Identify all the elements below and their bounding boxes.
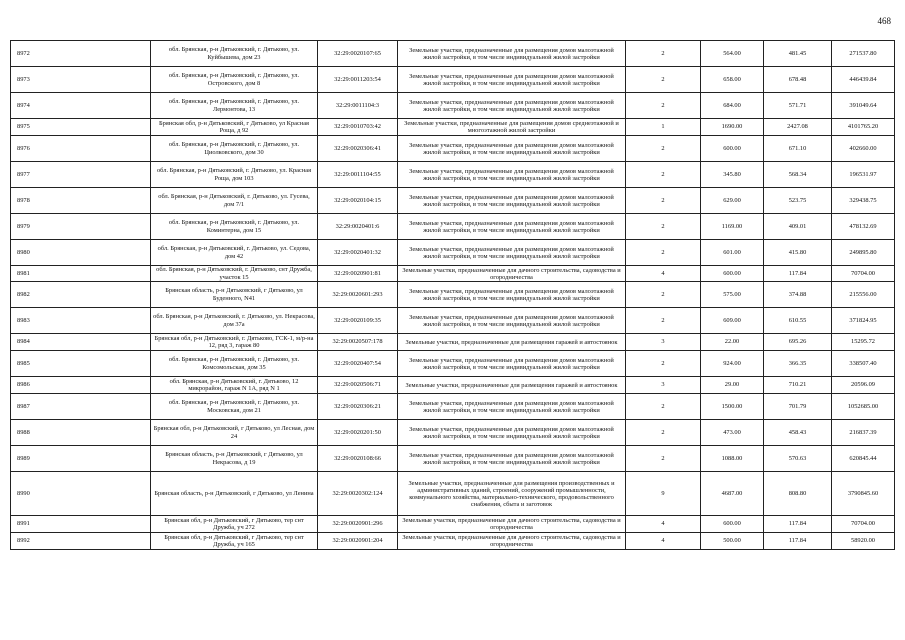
cell-row-number: 8982 <box>11 282 151 308</box>
cell-address: Брянская область, р-н Дятьковский, г Дятьково, ул Буденного, N41 <box>151 282 318 308</box>
cell-address: обл. Брянская, р-н Дятьковский, г. Дятьково, ул. Комсомольская, дом 35 <box>151 351 318 377</box>
cell-area: 29.00 <box>701 377 764 394</box>
cell-purpose-group: 4 <box>626 516 701 533</box>
cell-area: 345.80 <box>701 162 764 188</box>
cell-specific-value: 808.80 <box>764 472 832 516</box>
cell-cadastral-value: 196531.97 <box>832 162 895 188</box>
cell-purpose-group: 2 <box>626 282 701 308</box>
cell-cadastral-value: 271537.80 <box>832 41 895 67</box>
cell-cadastral-number: 32:29:0020108:66 <box>318 446 398 472</box>
cell-area: 1500.00 <box>701 394 764 420</box>
cell-cadastral-number: 32:29:0020109:35 <box>318 308 398 334</box>
table-row <box>11 93 895 119</box>
table-row <box>11 308 895 334</box>
cell-area: 500.00 <box>701 533 764 550</box>
cell-area: 684.00 <box>701 93 764 119</box>
cell-address: обл. Брянская, р-н Дятьковский, г. Дятьково, ул. Коминтерна, дом 15 <box>151 214 318 240</box>
table-row <box>11 334 895 351</box>
cell-purpose-group: 2 <box>626 136 701 162</box>
table-row <box>11 67 895 93</box>
cell-specific-value: 117.84 <box>764 533 832 550</box>
cell-cadastral-value: 249895.80 <box>832 240 895 266</box>
cell-row-number: 8972 <box>11 41 151 67</box>
cell-cadastral-value: 216837.39 <box>832 420 895 446</box>
cell-row-number: 8989 <box>11 446 151 472</box>
cell-cadastral-number: 32:29:0020507:178 <box>318 334 398 351</box>
cell-area: 629.00 <box>701 188 764 214</box>
cell-cadastral-value: 329438.75 <box>832 188 895 214</box>
cell-cadastral-value: 338507.40 <box>832 351 895 377</box>
cell-address: Брянская обл, р-н Дятьковский, г Дятьково, тер снт Дружба, уч 272 <box>151 516 318 533</box>
table-row <box>11 41 895 67</box>
table-row <box>11 266 895 282</box>
cell-purpose-group: 2 <box>626 446 701 472</box>
cell-cadastral-value: 478132.69 <box>832 214 895 240</box>
cell-row-number: 8973 <box>11 67 151 93</box>
cell-cadastral-number: 32:29:0020901:81 <box>318 266 398 282</box>
cell-cadastral-number: 32:29:0020306:21 <box>318 394 398 420</box>
cell-cadastral-value: 1052685.00 <box>832 394 895 420</box>
cell-row-number: 8978 <box>11 188 151 214</box>
cell-cadastral-number: 32:29:0020104:15 <box>318 188 398 214</box>
cell-row-number: 8991 <box>11 516 151 533</box>
cell-land-purpose: Земельные участки, предназначенные для размещения домов малоэтажной жилой застройки, в том числе индивидуальной жилой застройки <box>398 214 626 240</box>
cell-address: обл. Брянская, р-н Дятьковский, г. Дятьково, ул. Московская, дом 21 <box>151 394 318 420</box>
cell-specific-value: 2427.08 <box>764 119 832 136</box>
cell-purpose-group: 2 <box>626 41 701 67</box>
cell-purpose-group: 3 <box>626 377 701 394</box>
cell-land-purpose: Земельные участки, предназначенные для размещения домов малоэтажной жилой застройки, в том числе индивидуальной жилой застройки <box>398 308 626 334</box>
cell-land-purpose: Земельные участки, предназначенные для размещения домов малоэтажной жилой застройки, в том числе индивидуальной жилой застройки <box>398 67 626 93</box>
cell-address: обл. Брянская, р-н Дятьковский, г. Дятьково, ул. Островского, дом 8 <box>151 67 318 93</box>
cell-cadastral-value: 446439.84 <box>832 67 895 93</box>
cell-purpose-group: 2 <box>626 188 701 214</box>
cell-specific-value: 409.01 <box>764 214 832 240</box>
table-row <box>11 136 895 162</box>
cell-land-purpose: Земельные участки, предназначенные для дачного строительства, садоводства и огородничества <box>398 266 626 282</box>
cell-area: 473.00 <box>701 420 764 446</box>
cell-cadastral-number: 32:29:0011104:55 <box>318 162 398 188</box>
table-row <box>11 119 895 136</box>
cell-address: Брянская область, р-н Дятьковский, г Дятьково, ул Некрасова, д 19 <box>151 446 318 472</box>
cell-cadastral-value: 620845.44 <box>832 446 895 472</box>
land-registry-table <box>10 40 895 550</box>
cell-land-purpose: Земельные участки, предназначенные для размещения домов малоэтажной жилой застройки, в том числе индивидуальной жилой застройки <box>398 394 626 420</box>
cell-cadastral-value: 20596.09 <box>832 377 895 394</box>
cell-specific-value: 695.26 <box>764 334 832 351</box>
cell-land-purpose: Земельные участки, предназначенные для размещения домов малоэтажной жилой застройки, в том числе индивидуальной жилой застройки <box>398 93 626 119</box>
cell-purpose-group: 2 <box>626 420 701 446</box>
cell-land-purpose: Земельные участки, предназначенные для дачного строительства, садоводства и огородничества <box>398 516 626 533</box>
cell-land-purpose: Земельные участки, предназначенные для размещения домов малоэтажной жилой застройки, в том числе индивидуальной жилой застройки <box>398 282 626 308</box>
cell-row-number: 8977 <box>11 162 151 188</box>
cell-cadastral-value: 215556.00 <box>832 282 895 308</box>
table-row <box>11 472 895 516</box>
cell-land-purpose: Земельные участки, предназначенные для размещения домов малоэтажной жилой застройки, в том числе индивидуальной жилой застройки <box>398 420 626 446</box>
cell-land-purpose: Земельные участки, предназначенные для размещения домов малоэтажной жилой застройки, в том числе индивидуальной жилой застройки <box>398 240 626 266</box>
table-row <box>11 214 895 240</box>
cell-address: обл. Брянская, р-н Дятьковский, г. Дятьково, снт Дружба, участок 15 <box>151 266 318 282</box>
cell-specific-value: 671.10 <box>764 136 832 162</box>
cell-cadastral-number: 32:29:0020506:71 <box>318 377 398 394</box>
cell-row-number: 8983 <box>11 308 151 334</box>
table-row <box>11 446 895 472</box>
cell-cadastral-number: 32:29:0020407:54 <box>318 351 398 377</box>
cell-cadastral-value: 58920.00 <box>832 533 895 550</box>
cell-land-purpose: Земельные участки, предназначенные для дачного строительства, садоводства и огородничества <box>398 533 626 550</box>
cell-address: обл. Брянская, р-н Дятьковский, г. Дятьково, ул. Гусева, дом 7/1 <box>151 188 318 214</box>
cell-specific-value: 678.48 <box>764 67 832 93</box>
cell-row-number: 8987 <box>11 394 151 420</box>
cell-address: обл. Брянская, р-н Дятьковский, г. Дятьково, ул. Циолковского, дом 30 <box>151 136 318 162</box>
cell-address: Брянская обл, р-н Дятьковский, г Дятьково, ул Лесная, дом 24 <box>151 420 318 446</box>
cell-area: 924.00 <box>701 351 764 377</box>
cell-cadastral-number: 32:29:0020107:65 <box>318 41 398 67</box>
cell-cadastral-number: 32:29:0020201:50 <box>318 420 398 446</box>
cell-address: обл. Брянская, р-н Дятьковский, г. Дятьково, ул. Лермонтова, 13 <box>151 93 318 119</box>
cell-address: Брянская обл, р-н Дятьковский, г. Дятьково, ГСК-1, м/р-на 12, ряд 3, гараж 80 <box>151 334 318 351</box>
cell-address: обл. Брянская, р-н Дятьковский, г. Дятьково, ул. Куйбышева, дом 23 <box>151 41 318 67</box>
cell-area: 564.00 <box>701 41 764 67</box>
cell-land-purpose: Земельные участки, предназначенные для размещения домов среднеэтажной и многоэтажной жилой застройки <box>398 119 626 136</box>
cell-cadastral-number: 32:29:0020901:296 <box>318 516 398 533</box>
cell-row-number: 8980 <box>11 240 151 266</box>
cell-row-number: 8985 <box>11 351 151 377</box>
cell-land-purpose: Земельные участки, предназначенные для размещения домов малоэтажной жилой застройки, в том числе индивидуальной жилой застройки <box>398 351 626 377</box>
cell-cadastral-value: 402660.00 <box>832 136 895 162</box>
cell-row-number: 8974 <box>11 93 151 119</box>
cell-purpose-group: 2 <box>626 93 701 119</box>
cell-area: 600.00 <box>701 516 764 533</box>
cell-cadastral-value: 391049.64 <box>832 93 895 119</box>
cell-specific-value: 710.21 <box>764 377 832 394</box>
cell-cadastral-value: 371824.95 <box>832 308 895 334</box>
cell-cadastral-number: 32:29:0011104:3 <box>318 93 398 119</box>
cell-area: 601.00 <box>701 240 764 266</box>
table-row <box>11 162 895 188</box>
cell-row-number: 8979 <box>11 214 151 240</box>
cell-row-number: 8990 <box>11 472 151 516</box>
cell-address: обл. Брянская, р-н Дятьковский, г. Дятьково, ул. Красная Роща, дом 103 <box>151 162 318 188</box>
cell-purpose-group: 2 <box>626 394 701 420</box>
cell-specific-value: 570.63 <box>764 446 832 472</box>
cell-specific-value: 701.79 <box>764 394 832 420</box>
cell-specific-value: 610.55 <box>764 308 832 334</box>
cell-specific-value: 523.75 <box>764 188 832 214</box>
cell-area: 22.00 <box>701 334 764 351</box>
cell-cadastral-value: 3790845.60 <box>832 472 895 516</box>
cell-cadastral-value: 15295.72 <box>832 334 895 351</box>
table-row <box>11 282 895 308</box>
cell-address: обл. Брянская, р-н Дятьковский, г. Дятьково, ул. Некрасова, дом 37а <box>151 308 318 334</box>
table-row <box>11 394 895 420</box>
cell-row-number: 8981 <box>11 266 151 282</box>
cell-area: 600.00 <box>701 266 764 282</box>
cell-cadastral-value: 4101765.20 <box>832 119 895 136</box>
cell-cadastral-number: 32:29:0010703:42 <box>318 119 398 136</box>
cell-land-purpose: Земельные участки, предназначенные для размещения гаражей и автостоянок <box>398 334 626 351</box>
table-row <box>11 351 895 377</box>
cell-area: 1169.00 <box>701 214 764 240</box>
cell-specific-value: 117.84 <box>764 516 832 533</box>
cell-area: 1690.00 <box>701 119 764 136</box>
cell-area: 600.00 <box>701 136 764 162</box>
cell-row-number: 8992 <box>11 533 151 550</box>
page-number: 468 <box>877 16 891 26</box>
table-row <box>11 420 895 446</box>
cell-specific-value: 366.35 <box>764 351 832 377</box>
cell-purpose-group: 2 <box>626 162 701 188</box>
cell-purpose-group: 2 <box>626 351 701 377</box>
cell-cadastral-value: 70704.00 <box>832 266 895 282</box>
cell-specific-value: 568.34 <box>764 162 832 188</box>
cell-address: Брянская обл, р-н Дятьковский, г Дятьково, ул Красная Роща, д 92 <box>151 119 318 136</box>
cell-row-number: 8975 <box>11 119 151 136</box>
cell-specific-value: 374.88 <box>764 282 832 308</box>
cell-cadastral-number: 32:29:0020901:204 <box>318 533 398 550</box>
cell-address: обл. Брянская, р-н Дятьковский, г. Дятьково, ул. Седова, дом 42 <box>151 240 318 266</box>
table-body <box>11 41 895 550</box>
cell-cadastral-number: 32:29:0020302:124 <box>318 472 398 516</box>
cell-purpose-group: 9 <box>626 472 701 516</box>
cell-purpose-group: 2 <box>626 214 701 240</box>
cell-address: Брянская область, р-н Дятьковский, г Дятьково, ул Ленина <box>151 472 318 516</box>
cell-row-number: 8988 <box>11 420 151 446</box>
cell-area: 1088.00 <box>701 446 764 472</box>
cell-row-number: 8976 <box>11 136 151 162</box>
cell-cadastral-number: 32:29:0020401:32 <box>318 240 398 266</box>
cell-row-number: 8986 <box>11 377 151 394</box>
table-row <box>11 240 895 266</box>
cell-land-purpose: Земельные участки, предназначенные для размещения домов малоэтажной жилой застройки, в том числе индивидуальной жилой застройки <box>398 162 626 188</box>
cell-land-purpose: Земельные участки, предназначенные для размещения производственных и административных зданий, строений, сооружений промышленности, коммунального хозяйства, материально-технического, продовольственного снабжения, сбыта и заготовок <box>398 472 626 516</box>
cell-purpose-group: 4 <box>626 533 701 550</box>
table-row <box>11 516 895 533</box>
cell-area: 575.00 <box>701 282 764 308</box>
cell-specific-value: 571.71 <box>764 93 832 119</box>
cell-purpose-group: 3 <box>626 334 701 351</box>
cell-specific-value: 481.45 <box>764 41 832 67</box>
cell-purpose-group: 1 <box>626 119 701 136</box>
cell-area: 4687.00 <box>701 472 764 516</box>
table-row <box>11 533 895 550</box>
cell-row-number: 8984 <box>11 334 151 351</box>
cell-land-purpose: Земельные участки, предназначенные для размещения домов малоэтажной жилой застройки, в том числе индивидуальной жилой застройки <box>398 136 626 162</box>
cell-area: 609.00 <box>701 308 764 334</box>
cell-cadastral-value: 70704.00 <box>832 516 895 533</box>
cell-purpose-group: 2 <box>626 67 701 93</box>
table-row <box>11 188 895 214</box>
cell-specific-value: 458.43 <box>764 420 832 446</box>
cell-cadastral-number: 32:29:0011203:54 <box>318 67 398 93</box>
cell-address: Брянская обл, р-н Дятьковский, г Дятьково, тер снт Дружба, уч 165 <box>151 533 318 550</box>
cell-purpose-group: 2 <box>626 240 701 266</box>
cell-cadastral-number: 32:29:0020601:293 <box>318 282 398 308</box>
cell-specific-value: 117.84 <box>764 266 832 282</box>
table-row <box>11 377 895 394</box>
cell-land-purpose: Земельные участки, предназначенные для размещения домов малоэтажной жилой застройки, в том числе индивидуальной жилой застройки <box>398 41 626 67</box>
cell-land-purpose: Земельные участки, предназначенные для размещения гаражей и автостоянок <box>398 377 626 394</box>
cell-purpose-group: 4 <box>626 266 701 282</box>
cell-address: обл. Брянская, р-н Дятьковский, г. Дятьково, 12 микрорайон, гараж N 1А, ряд N 1 <box>151 377 318 394</box>
cell-land-purpose: Земельные участки, предназначенные для размещения домов малоэтажной жилой застройки, в том числе индивидуальной жилой застройки <box>398 446 626 472</box>
cell-land-purpose: Земельные участки, предназначенные для размещения домов малоэтажной жилой застройки, в том числе индивидуальной жилой застройки <box>398 188 626 214</box>
cell-specific-value: 415.80 <box>764 240 832 266</box>
cell-cadastral-number: 32:29:0020401:6 <box>318 214 398 240</box>
cell-cadastral-number: 32:29:0020306:41 <box>318 136 398 162</box>
cell-purpose-group: 2 <box>626 308 701 334</box>
cell-area: 658.00 <box>701 67 764 93</box>
